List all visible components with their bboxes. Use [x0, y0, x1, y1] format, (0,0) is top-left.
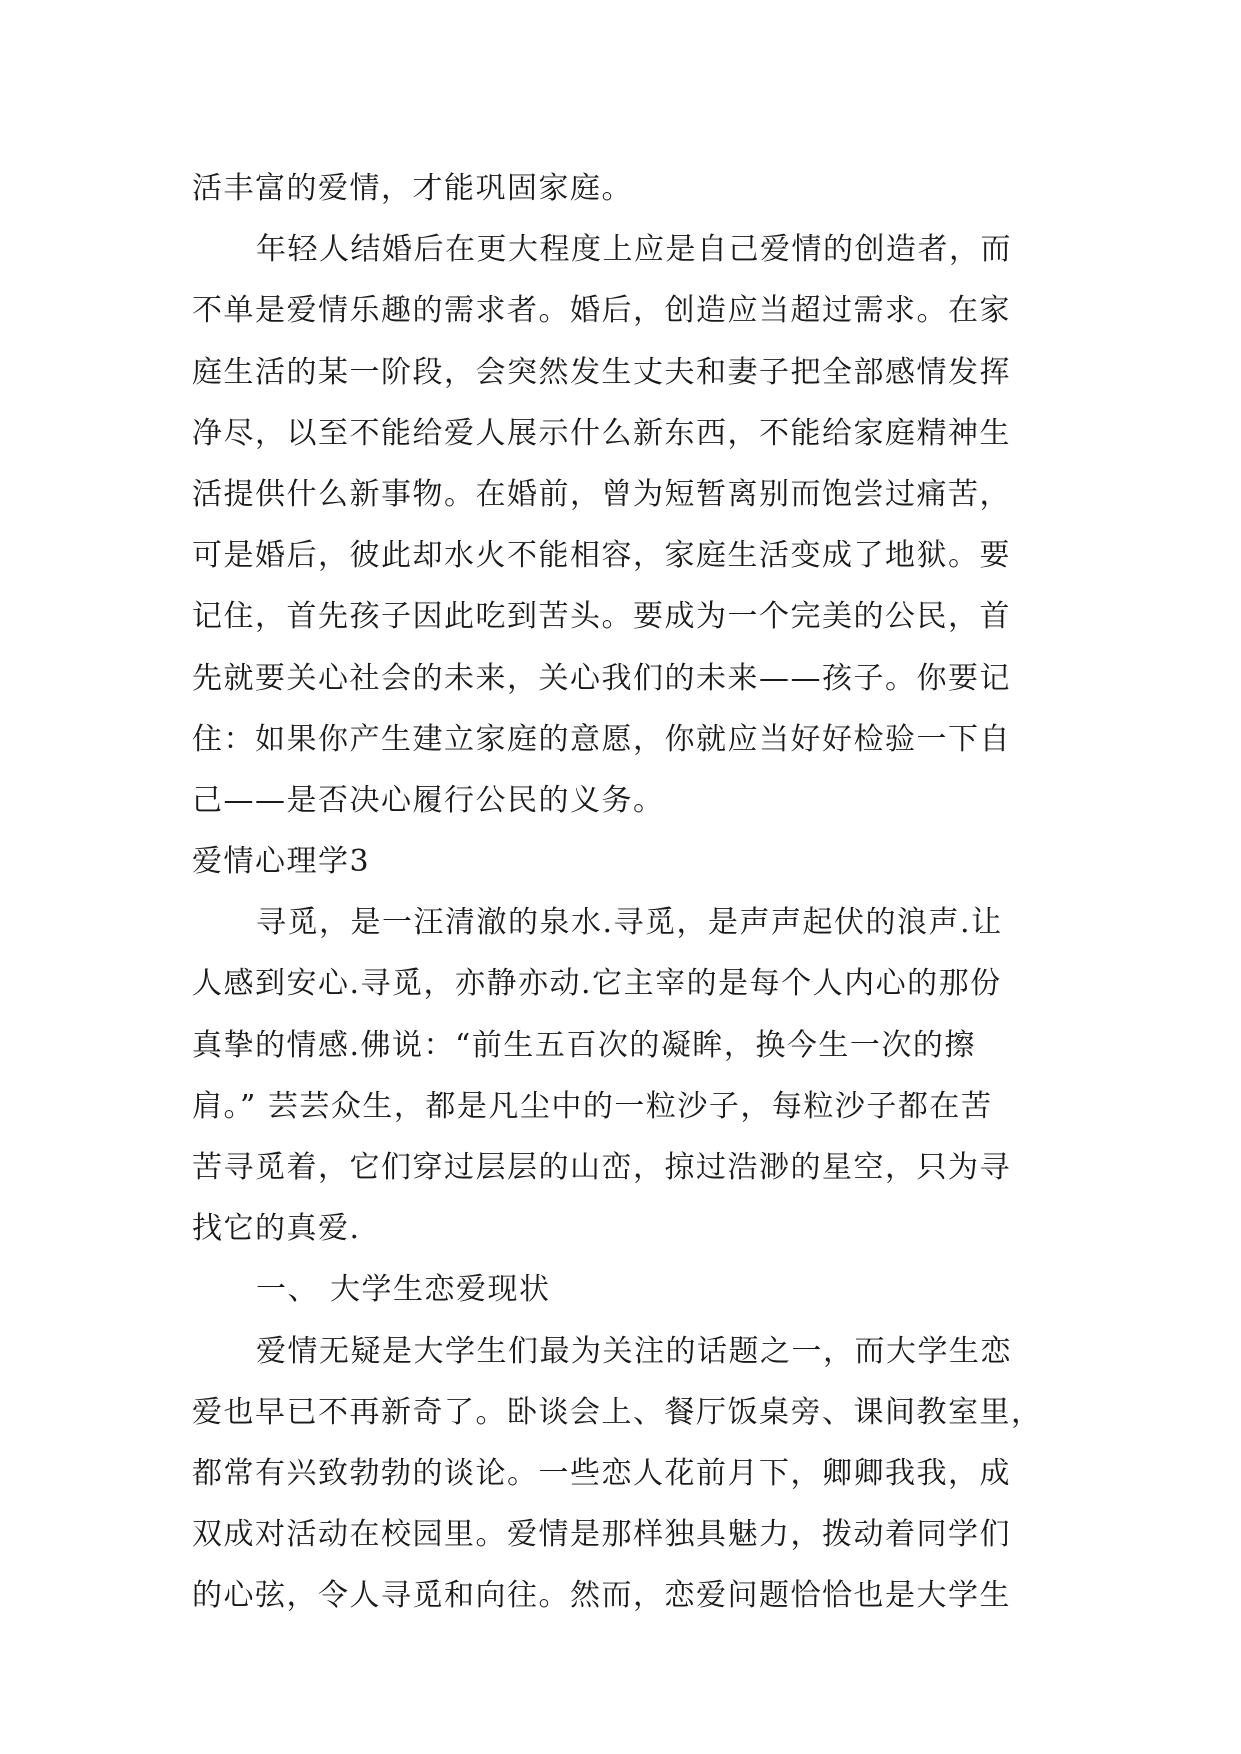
- text-line: 己——是否决心履行公民的义务。: [192, 782, 665, 818]
- text-line: 人感到安心.寻觅，亦静亦动.它主宰的是每个人内心的那份: [192, 966, 1002, 1002]
- text-line: 活提供什么新事物。在婚前，曾为短暂离别而饱尝过痛苦，: [192, 476, 1011, 512]
- text-line: 爱也早已不再新奇了。卧谈会上、餐厅饭桌旁、课间教室里，: [192, 1394, 1043, 1430]
- text-line: 不单是爱情乐趣的需求者。婚后，创造应当超过需求。在家: [192, 293, 1011, 329]
- text-line: 先就要关心社会的未来，关心我们的未来——孩子。你要记: [192, 660, 1011, 696]
- text-line: 的心弦，令人寻觅和向往。然而，恋爱问题恰恰也是大学生: [192, 1578, 1011, 1614]
- text-line: 活丰富的爱情，才能巩固家庭。: [192, 171, 633, 206]
- text-line: 找它的真爱.: [192, 1211, 361, 1247]
- text-line: 苦寻觅着，它们穿过层层的山峦，掠过浩渺的星空，只为寻: [192, 1150, 1011, 1185]
- text-line: 记住，首先孩子因此吃到苦头。要成为一个完美的公民，首: [192, 599, 1011, 635]
- text-line: 肩。” 芸芸众生，都是凡尘中的一粒沙子，每粒沙子都在苦: [192, 1088, 993, 1124]
- text-line: 年轻人结婚后在更大程度上应是自己爱情的创造者，而: [256, 232, 1012, 268]
- text-line: 庭生活的某一阶段，会突然发生丈夫和妻子把全部感情发挥: [192, 354, 1011, 390]
- text-line: 双成对活动在校园里。爱情是那样独具魅力，拨动着同学们: [192, 1517, 1011, 1553]
- text-line: 净尽，以至不能给爱人展示什么新东西，不能给家庭精神生: [192, 415, 1011, 451]
- text-line: 都常有兴致勃勃的谈论。一些恋人花前月下，卿卿我我，成: [192, 1455, 1011, 1491]
- text-line: 可是婚后，彼此却水火不能相容，家庭生活变成了地狱。要: [192, 538, 1011, 574]
- text-line: 真挚的情感.佛说：“前生五百次的凝眸，换今生一次的擦: [192, 1027, 976, 1063]
- document-body: [192, 158, 1062, 1627]
- text-line: 寻觅，是一汪清澈的泉水.寻觅，是声声起伏的浪声.让: [256, 905, 1003, 941]
- text-line: 爱情无疑是大学生们最为关注的话题之一，而大学生恋: [256, 1333, 1012, 1369]
- text-line: 一、 大学生恋爱现状: [256, 1272, 551, 1308]
- text-line: 爱情心理学3: [192, 844, 371, 880]
- text-line: 住：如果你产生建立家庭的意愿，你就应当好好检验一下自: [192, 721, 1011, 757]
